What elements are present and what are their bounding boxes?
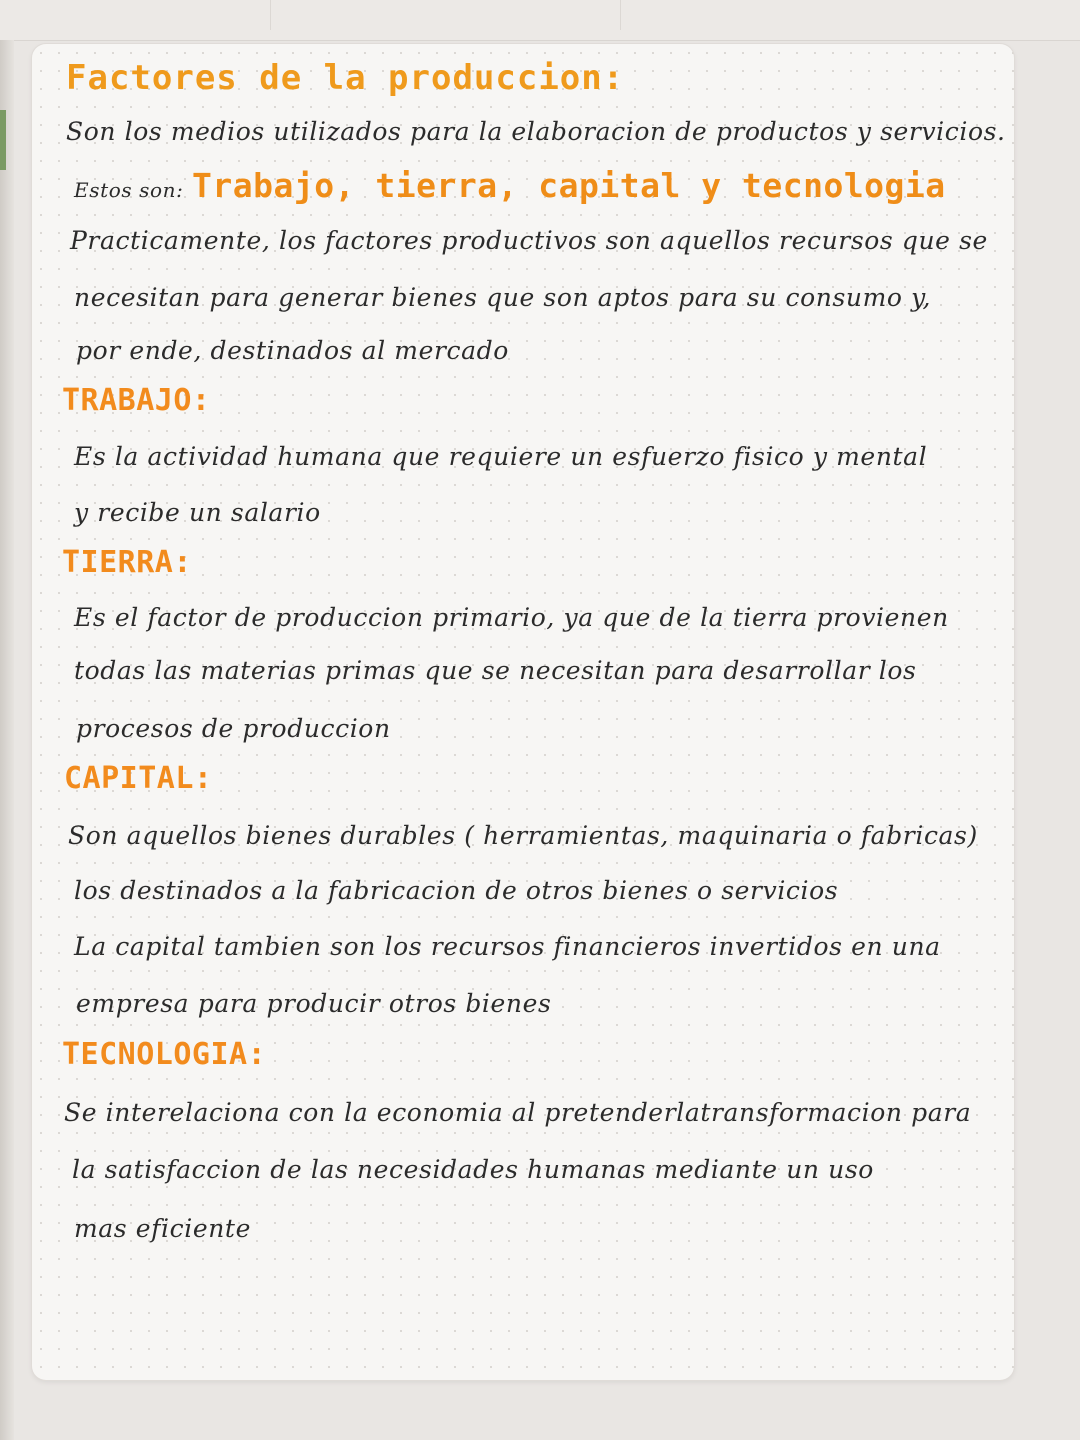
intro-line-2 [74,166,946,205]
trabajo-line-2: y recibe un salario [74,498,321,527]
intro-line-1: Son los medios utilizados para la elaboracion de productos y servicios. [66,117,1006,146]
heading-trabajo: TRABAJO: [62,383,211,418]
capital-line-1: Son aquellos bienes durables ( herramientas, maquinaria o fabricas) [68,821,978,850]
tecnologia-line-2: la satisfaccion de las necesidades humanas mediante un uso [72,1155,874,1184]
trabajo-line-1: Es la actividad humana que requiere un esfuerzo fisico y mental [74,442,928,471]
background-sheet [0,0,1080,41]
heading-capital: CAPITAL: [64,761,213,796]
tecnologia-line-1: Se interelaciona con la economia al pretenderlatransformacion para [64,1098,972,1127]
intro-line-4: necesitan para generar bienes que son aptos para su consumo y, [74,283,932,312]
intro-line-5: por ende, destinados al mercado [76,336,509,365]
tierra-line-1: Es el factor de produccion primario, ya que de la tierra provienen [74,603,949,632]
capital-line-4: empresa para producir otros bienes [76,989,552,1018]
tecnologia-line-3: mas eficiente [74,1214,251,1243]
heading-tecnologia: TECNOLOGIA: [62,1037,267,1072]
capital-line-2: los destinados a la fabricacion de otros bienes o servicios [74,876,839,905]
left-edge [0,40,14,1440]
left-edge-mark [0,110,6,170]
sheet-divider [620,0,621,30]
capital-line-3: La capital tambien son los recursos financieros invertidos en una [74,932,941,961]
sheet-divider [270,0,271,30]
heading-tierra: TIERRA: [62,545,192,580]
tierra-line-3: procesos de produccion [76,714,391,743]
tierra-line-2: todas las materias primas que se necesitan para desarrollar los [74,656,917,685]
intro-line-3: Practicamente, los factores productivos son aquellos recursos que se [70,226,988,255]
page-title: Factores de la produccion: [66,58,625,98]
factors-highlight: Trabajo, tierra, capital y tecnologia [192,166,946,205]
intro-line-2-prefix: Estos son: [74,178,184,202]
